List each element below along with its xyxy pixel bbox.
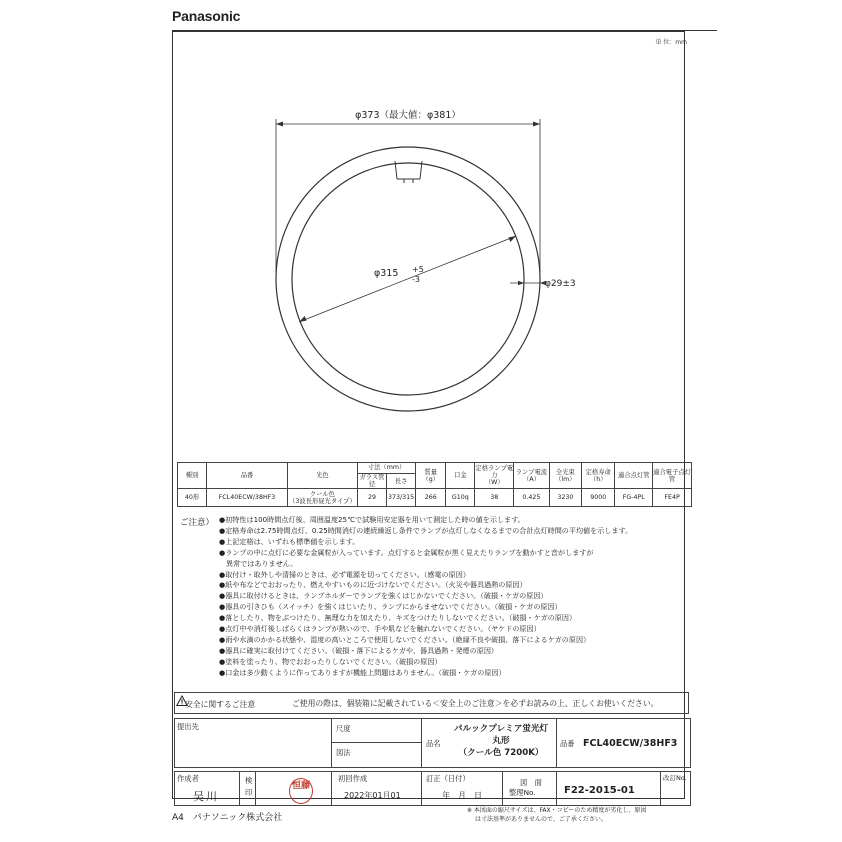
revision-no-label: 改訂No.	[663, 774, 687, 782]
author-label: 作成者	[177, 774, 199, 783]
footer-note	[467, 807, 646, 824]
flux-unit: （lm）	[555, 475, 576, 483]
model-label: 品番	[560, 739, 575, 748]
col-type: 種別	[178, 463, 207, 489]
note-line: ●口金は多少動くように作ってありますが機能上問題はありません。（破損・ケガの原因）	[219, 667, 506, 677]
safety-text: ご使用の際は、個装箱に記載されている＜安全上のご注意＞を必ずお読みの上、正しくお使いください。	[292, 699, 659, 708]
cell-tube-dia: 29	[357, 489, 386, 507]
table-row	[178, 489, 692, 507]
col-length: 長さ	[387, 474, 416, 489]
note-line: ●落としたり、物をぶつけたり、無理な力を加えたり、キズをつけたりしないでください。（破損・ケガの原因）	[219, 613, 577, 623]
revision-date: 年 月 日	[442, 791, 482, 800]
col-mass	[416, 463, 446, 489]
footer-paper: A4 パナソニック株式会社	[172, 813, 283, 823]
col-ballast: 適合点灯管	[615, 463, 653, 489]
col-dimensions: 寸法（mm）	[357, 463, 415, 474]
revision-cell	[421, 771, 503, 806]
product-name-line: （クール色 7200K）	[458, 748, 544, 758]
cell-model: FCL40ECW/38HF3	[207, 489, 288, 507]
cell-type: 40形	[178, 489, 207, 507]
first-made-label: 初回作成	[338, 774, 368, 783]
inner-dim-line	[299, 236, 516, 322]
model-value: FCL40ECW/38HF3	[583, 738, 678, 749]
product-name-line: 丸形	[492, 736, 510, 746]
drawing-no-label-cell	[502, 771, 557, 806]
note-line: ●定格寿命は2.75時間点灯、0.25時間消灯の連続繰返し条件でランプが点灯しなくなるまでの合計点灯時間の平均値を示します。	[219, 525, 633, 535]
col-tube-dia: ガラス管径	[357, 474, 386, 489]
note-line: ●上記定格は、いずれも標準値を示します。	[219, 536, 360, 546]
scale-cell	[331, 718, 422, 743]
power-unit: （W）	[484, 479, 504, 487]
cell-electronic: FE4P	[653, 489, 692, 507]
model-cell	[556, 718, 691, 768]
life-label: 定格寿命	[585, 468, 611, 476]
col-current	[514, 463, 550, 489]
cell-base: G10q	[446, 489, 475, 507]
safety-label: 安全に関するご注意	[185, 700, 256, 709]
flux-label: 全光束	[555, 468, 575, 476]
current-label: ランプ電流	[515, 468, 548, 476]
col-power	[475, 463, 514, 489]
note-line: ●初特性は100時間点灯後、周囲温度25℃で試験用安定器を用いて測定した時の値を示します。	[219, 515, 525, 524]
revision-no-cell	[660, 771, 691, 806]
cell-flux: 3230	[549, 489, 581, 507]
col-life	[582, 463, 615, 489]
product-name-label: 品名	[426, 739, 441, 748]
product-name-cell	[421, 718, 557, 768]
note-line: ●紙や布などでおおったり、燃えやすいものに近づけないでください。（火災や器具過熱の原因）	[219, 580, 527, 590]
author-cell	[174, 771, 240, 806]
first-made-date: 2022年01月01	[344, 791, 401, 800]
spec-table	[177, 462, 692, 507]
mass-label: 質量	[424, 468, 437, 476]
col-electronic: 適合電子点灯管	[653, 463, 692, 489]
author-name: 吴川	[193, 790, 219, 803]
note-line: ●取付け・取外しや清掃のときは、必ず電源を切ってください。（感電の原因）	[219, 569, 470, 579]
product-name	[448, 723, 554, 759]
note-line: ●ランプの中に点灯に必要な金属粒が入っています。点灯すると金属粒が黒く見えたりランプを動かすと音がしますが	[219, 547, 594, 557]
submit-to-cell	[174, 718, 332, 768]
notes-list	[219, 515, 689, 679]
first-made-cell	[331, 771, 422, 806]
approval-stamp: 恒藤	[289, 778, 313, 804]
life-unit: （h）	[589, 475, 607, 483]
brand-logo: Panasonic	[172, 8, 241, 24]
method-cell	[331, 742, 422, 768]
unit-label: 単 位：mm	[655, 39, 687, 46]
approve-label: 検印	[245, 776, 253, 797]
cell-color	[287, 489, 357, 507]
drawing-no-cell	[556, 771, 661, 806]
drawing-no-label-1: 図 面	[520, 778, 542, 787]
note-line: ●器具の引きひも（スイッチ）を強くはじいたり、ランプにからませないでください。（破損・ケガの原因）	[219, 602, 562, 612]
cell-life: 9000	[582, 489, 615, 507]
color-sub: （3波長形昼光タイプ）	[289, 497, 356, 505]
submit-to-label: 提出先	[177, 722, 199, 731]
tube-dim-text: φ29±3	[545, 279, 576, 289]
notes-label: ご注意）	[180, 518, 215, 528]
inner-dim-text: φ315	[374, 268, 399, 279]
footer-note-line: ※ 本図面の縮尺サイズは、FAX・コピーのため精度が劣化し、原図	[467, 807, 647, 814]
lamp-drawing	[172, 31, 685, 461]
cell-power: 38	[475, 489, 514, 507]
approve-label-cell	[239, 771, 256, 806]
cell-current: 0.425	[514, 489, 550, 507]
note-line: ●器具に取付けるときは、ランプホルダーでランプを強くはじかないでください。（破損・ケガの原因）	[219, 591, 548, 601]
base-pins	[404, 179, 413, 183]
note-line: ●雨や水滴のかかる状態や、湿度の高いところで使用しないでください。（絶縁不良や破損、落下によるケガの原因）	[219, 634, 591, 644]
cell-ballast: FG-4PL	[615, 489, 653, 507]
method-label: 図法	[336, 748, 351, 757]
cell-length: 373/315	[387, 489, 416, 507]
note-line: ●点灯中や消灯後しばらくはランプが熱いので、手や肌などを触れないでください。（ヤケドの原因）	[219, 624, 541, 634]
note-line: ●塗料を塗ったり、物でおおったりしないでください。（破損の原因）	[219, 656, 442, 666]
current-unit: （A）	[522, 475, 540, 483]
note-line: ●器具に確実に取付けてください。（破損・落下によるケガや、器具過熱・発煙の原因）	[219, 645, 499, 655]
inner-dim-tol-plus: +5	[412, 265, 424, 274]
color-value: クール色	[309, 490, 335, 498]
cell-mass: 266	[416, 489, 446, 507]
mass-unit: （g）	[422, 475, 439, 483]
product-name-line: パルックプレミア蛍光灯	[453, 724, 549, 734]
outer-dim-text: φ373（最大値：φ381）	[355, 110, 461, 121]
col-base: 口金	[446, 463, 475, 489]
col-model: 品番	[207, 463, 288, 489]
drawing-no: F22-2015-01	[564, 785, 635, 796]
inner-dim-tol-minus: -3	[412, 275, 420, 284]
col-color: 光色	[287, 463, 357, 489]
col-flux	[549, 463, 581, 489]
revision-label: 訂正（日付）	[426, 774, 470, 783]
scale-label: 尺度	[336, 724, 351, 733]
drawing-no-label-2: 整理No.	[509, 788, 536, 797]
note-line: 異常ではありません。	[226, 558, 298, 568]
power-label: 定格ランプ電力	[475, 464, 514, 480]
footer-note-line: は寸法基準がありませんので、ご了承ください。	[475, 815, 607, 823]
